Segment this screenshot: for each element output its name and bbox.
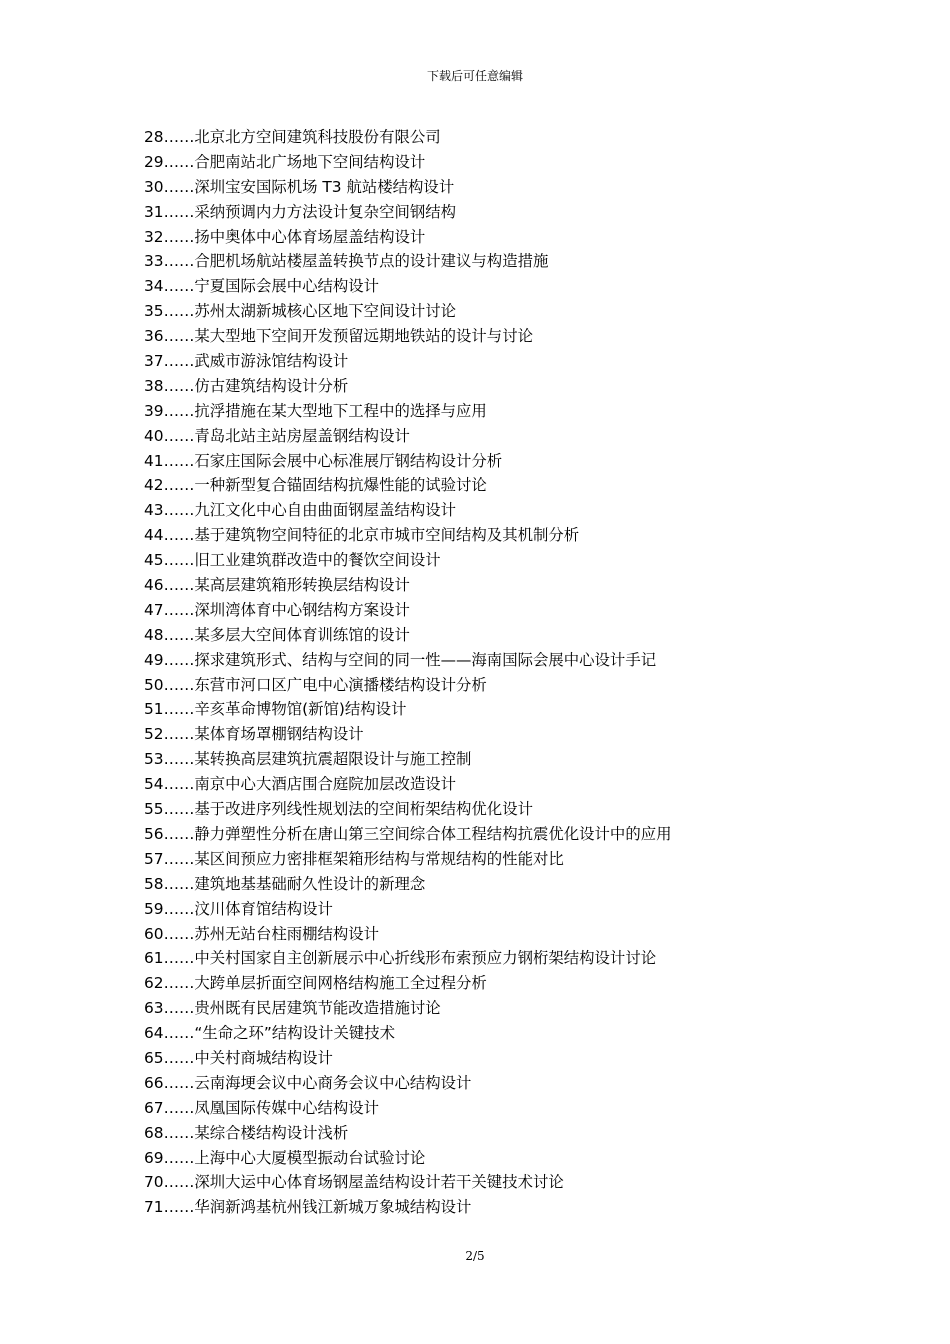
toc-item	[144, 349, 864, 374]
toc-item-title: 某高层建筑箱形转换层结构设计	[194, 576, 410, 595]
toc-item-number: 54	[144, 775, 164, 794]
toc-item	[144, 573, 864, 598]
toc-item	[144, 324, 864, 349]
toc-item-title: 中关村国家自主创新展示中心折线形布索预应力钢桁架结构设计讨论	[194, 949, 657, 968]
toc-item	[144, 722, 864, 747]
toc-item	[144, 523, 864, 548]
toc-item	[144, 175, 864, 200]
toc-item-title: 某综合楼结构设计浅析	[194, 1123, 349, 1142]
toc-item-number: 30	[144, 177, 164, 196]
toc-item-number: 28	[144, 128, 164, 146]
toc-item-leader: ……	[163, 376, 195, 395]
toc-item-leader: ……	[163, 874, 195, 893]
toc-item	[144, 1170, 864, 1195]
toc-item-title: 苏州无站台柱雨棚结构设计	[194, 924, 380, 943]
toc-item-title: 武威市游泳馆结构设计	[194, 352, 349, 371]
toc-item-leader: ……	[163, 352, 195, 371]
toc-item-title: 石家庄国际会展中心标准展厅钢结构设计分析	[194, 451, 503, 470]
toc-item	[144, 697, 864, 722]
toc-item-leader: ……	[163, 725, 195, 744]
toc-item-leader: ……	[163, 999, 195, 1018]
toc-item-title: 扬中奥体中心体育场屋盖结构设计	[194, 227, 426, 246]
toc-item-title: 中关村商城结构设计	[194, 1048, 333, 1067]
toc-item-number: 32	[144, 227, 164, 246]
toc-item-number: 38	[144, 376, 164, 395]
toc-item	[144, 747, 864, 772]
toc-item-title: 合肥机场航站楼屋盖转换节点的设计建议与构造措施	[194, 252, 549, 271]
toc-item-number: 46	[144, 576, 164, 595]
toc-item-title: 汶川体育馆结构设计	[194, 899, 333, 918]
toc-item-number: 57	[144, 849, 164, 868]
toc-item-title: 某体育场罩棚钢结构设计	[194, 725, 364, 744]
toc-item	[144, 200, 864, 225]
toc-item-leader: ……	[163, 700, 195, 719]
toc-item	[144, 374, 864, 399]
toc-item-title: 辛亥革命博物馆(新馆)结构设计	[194, 700, 407, 719]
toc-item-title: 某区间预应力密排框架箱形结构与常规结构的性能对比	[194, 849, 564, 868]
toc-item-number: 70	[144, 1173, 164, 1192]
toc-item-leader: ……	[163, 1148, 195, 1167]
toc-item	[144, 125, 864, 150]
toc-item	[144, 1046, 864, 1071]
toc-item	[144, 548, 864, 573]
toc-item	[144, 897, 864, 922]
toc-item-number: 49	[144, 650, 164, 669]
toc-item-number: 63	[144, 999, 164, 1018]
toc-item-title: “生命之环”结构设计关键技术	[194, 1024, 396, 1043]
toc-item-leader: ……	[163, 974, 195, 993]
toc-item	[144, 1195, 864, 1220]
toc-item-leader: ……	[163, 1123, 195, 1142]
toc-item-leader: ……	[163, 1098, 195, 1117]
toc-item-number: 60	[144, 924, 164, 943]
toc-item-number: 47	[144, 600, 164, 619]
toc-item-title: 合肥南站北广场地下空间结构设计	[194, 152, 426, 171]
toc-item-number: 41	[144, 451, 164, 470]
toc-item-leader: ……	[163, 128, 195, 146]
toc-item	[144, 498, 864, 523]
toc-item-number: 35	[144, 302, 164, 321]
toc-item-title: 某多层大空间体育训练馆的设计	[194, 625, 410, 644]
toc-item	[144, 648, 864, 673]
toc-item-number: 40	[144, 426, 164, 445]
toc-item	[144, 623, 864, 648]
toc-item-leader: ……	[163, 501, 195, 520]
toc-item-leader: ……	[163, 252, 195, 271]
toc-item-number: 33	[144, 252, 164, 271]
toc-item-number: 44	[144, 526, 164, 545]
toc-item-leader: ……	[163, 202, 195, 221]
toc-item-title: 北京北方空间建筑科技股份有限公司	[194, 128, 441, 146]
toc-item	[144, 225, 864, 250]
toc-item-title: 深圳湾体育中心钢结构方案设计	[194, 600, 410, 619]
toc-item-title: 大跨单层折面空间网格结构施工全过程分析	[194, 974, 487, 993]
toc-item	[144, 946, 864, 971]
toc-item	[144, 1121, 864, 1146]
toc-item-leader: ……	[163, 924, 195, 943]
toc-item-number: 50	[144, 675, 164, 694]
toc-item-leader: ……	[163, 526, 195, 545]
toc-item	[144, 847, 864, 872]
toc-item-title: 贵州既有民居建筑节能改造措施讨论	[194, 999, 441, 1018]
toc-item	[144, 299, 864, 324]
toc-item-title: 九江文化中心自由曲面钢屋盖结构设计	[194, 501, 457, 520]
toc-item-number: 29	[144, 152, 164, 171]
toc-item-title: 建筑地基基础耐久性设计的新理念	[194, 874, 426, 893]
toc-item-leader: ……	[163, 152, 195, 171]
toc-item-number: 66	[144, 1073, 164, 1092]
toc-item-title: 探求建筑形式、结构与空间的同一性——海南国际会展中心设计手记	[194, 650, 657, 669]
toc-item-number: 43	[144, 501, 164, 520]
toc-item-leader: ……	[163, 824, 195, 843]
toc-item-leader: ……	[163, 750, 195, 769]
toc-item-title: 南京中心大酒店围合庭院加层改造设计	[194, 775, 457, 794]
toc-item-number: 37	[144, 352, 164, 371]
toc-item	[144, 822, 864, 847]
toc-item-number: 36	[144, 327, 164, 346]
toc-item-number: 68	[144, 1123, 164, 1142]
toc-item-number: 52	[144, 725, 164, 744]
toc-item	[144, 1071, 864, 1096]
toc-item-leader: ……	[163, 1173, 195, 1192]
toc-item-leader: ……	[163, 1198, 195, 1217]
toc-item	[144, 996, 864, 1021]
toc-item	[144, 449, 864, 474]
toc-item-title: 宁夏国际会展中心结构设计	[194, 277, 380, 296]
toc-item-number: 58	[144, 874, 164, 893]
toc-item-title: 静力弹塑性分析在唐山第三空间综合体工程结构抗震优化设计中的应用	[194, 824, 672, 843]
toc-item	[144, 249, 864, 274]
toc-item-title: 一种新型复合锚固结构抗爆性能的试验讨论	[194, 476, 487, 495]
toc-item-leader: ……	[163, 476, 195, 495]
toc-item-leader: ……	[163, 227, 195, 246]
toc-item-title: 深圳宝安国际机场 T3 航站楼结构设计	[194, 177, 455, 196]
toc-item-number: 64	[144, 1024, 164, 1043]
toc-item-leader: ……	[163, 551, 195, 570]
toc-item	[144, 274, 864, 299]
toc-item-leader: ……	[163, 600, 195, 619]
toc-item	[144, 1021, 864, 1046]
toc-item-number: 48	[144, 625, 164, 644]
toc-item-leader: ……	[163, 401, 195, 420]
toc-item-leader: ……	[163, 650, 195, 669]
toc-item-leader: ……	[163, 675, 195, 694]
toc-item-leader: ……	[163, 625, 195, 644]
toc-list	[144, 125, 864, 1220]
toc-item-title: 东营市河口区广电中心演播楼结构设计分析	[194, 675, 487, 694]
toc-item	[144, 872, 864, 897]
toc-item-number: 42	[144, 476, 164, 495]
toc-item-leader: ……	[163, 327, 195, 346]
toc-item-title: 凤凰国际传媒中心结构设计	[194, 1098, 380, 1117]
toc-item-number: 31	[144, 202, 164, 221]
toc-item-number: 61	[144, 949, 164, 968]
toc-item	[144, 1146, 864, 1171]
toc-item-number: 51	[144, 700, 164, 719]
toc-item-title: 基于建筑物空间特征的北京市城市空间结构及其机制分析	[194, 526, 580, 545]
toc-item-number: 62	[144, 974, 164, 993]
toc-item-leader: ……	[163, 302, 195, 321]
toc-item-leader: ……	[163, 800, 195, 819]
toc-item-title: 华润新鸿基杭州钱江新城万象城结构设计	[194, 1198, 472, 1217]
toc-item-leader: ……	[163, 849, 195, 868]
toc-item-leader: ……	[163, 1048, 195, 1067]
toc-item-leader: ……	[163, 576, 195, 595]
toc-item	[144, 150, 864, 175]
toc-item-title: 抗浮措施在某大型地下工程中的选择与应用	[194, 401, 487, 420]
toc-item-title: 深圳大运中心体育场钢屋盖结构设计若干关键技术讨论	[194, 1173, 564, 1192]
toc-item	[144, 772, 864, 797]
toc-item-title: 云南海埂会议中心商务会议中心结构设计	[194, 1073, 472, 1092]
toc-item-title: 某转换高层建筑抗震超限设计与施工控制	[194, 750, 472, 769]
page-header: 下载后可任意编辑	[426, 69, 523, 83]
toc-item	[144, 1096, 864, 1121]
page-number: 2/5	[465, 1249, 485, 1263]
toc-item-number: 59	[144, 899, 164, 918]
toc-item-leader: ……	[163, 1024, 195, 1043]
toc-item-number: 71	[144, 1198, 164, 1217]
toc-item-title: 青岛北站主站房屋盖钢结构设计	[194, 426, 410, 445]
toc-item-title: 基于改进序列线性规划法的空间桁架结构优化设计	[194, 800, 533, 819]
toc-item-number: 65	[144, 1048, 164, 1067]
toc-item	[144, 673, 864, 698]
toc-item-leader: ……	[163, 1073, 195, 1092]
toc-item-leader: ……	[163, 277, 195, 296]
toc-item-title: 上海中心大厦模型振动台试验讨论	[194, 1148, 426, 1167]
toc-item-leader: ……	[163, 177, 195, 196]
toc-item-leader: ……	[163, 949, 195, 968]
toc-item-number: 69	[144, 1148, 164, 1167]
toc-item-leader: ……	[163, 899, 195, 918]
toc-item-leader: ……	[163, 426, 195, 445]
toc-item-title: 仿古建筑结构设计分析	[194, 376, 349, 395]
toc-item-title: 某大型地下空间开发预留远期地铁站的设计与讨论	[194, 327, 533, 346]
toc-item-leader: ……	[163, 775, 195, 794]
toc-item	[144, 399, 864, 424]
toc-item-title: 苏州太湖新城核心区地下空间设计讨论	[194, 302, 457, 321]
toc-item-number: 34	[144, 277, 164, 296]
toc-item-leader: ……	[163, 451, 195, 470]
toc-item-title: 旧工业建筑群改造中的餐饮空间设计	[194, 551, 441, 570]
toc-item-number: 67	[144, 1098, 164, 1117]
toc-item-number: 39	[144, 401, 164, 420]
toc-item-number: 53	[144, 750, 164, 769]
toc-item	[144, 473, 864, 498]
toc-item	[144, 797, 864, 822]
toc-item-number: 56	[144, 824, 164, 843]
toc-item-number: 45	[144, 551, 164, 570]
toc-item-number: 55	[144, 800, 164, 819]
toc-item	[144, 971, 864, 996]
toc-item	[144, 598, 864, 623]
toc-item	[144, 424, 864, 449]
toc-item-title: 采纳预调内力方法设计复杂空间钢结构	[194, 202, 457, 221]
toc-item	[144, 922, 864, 947]
